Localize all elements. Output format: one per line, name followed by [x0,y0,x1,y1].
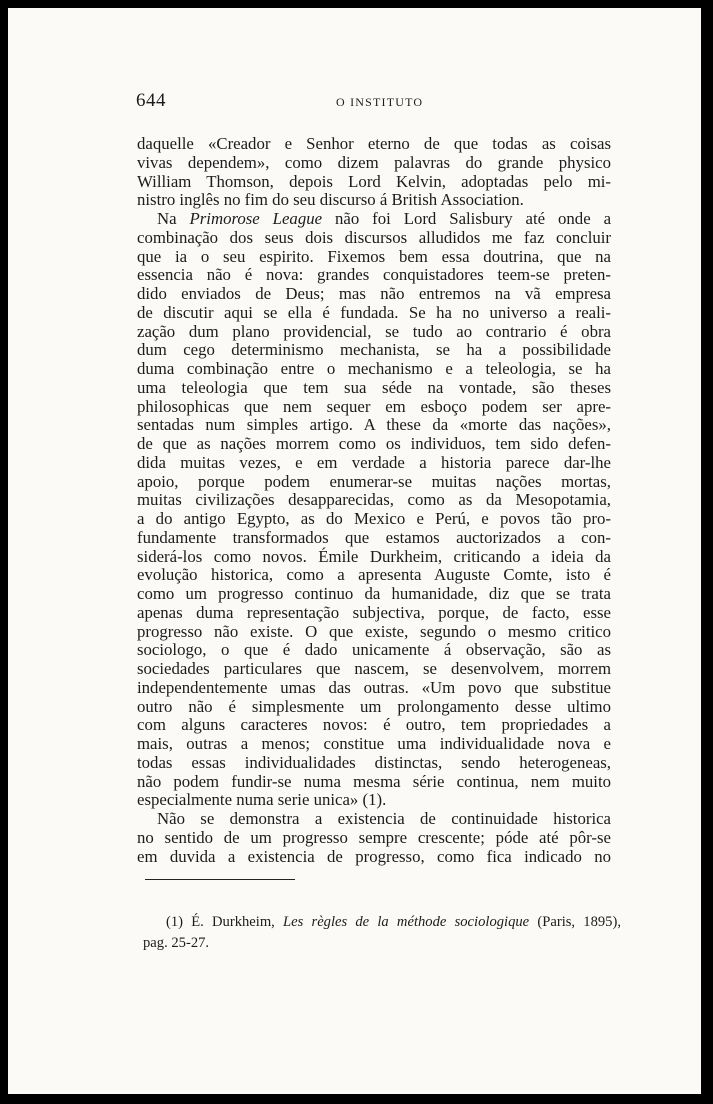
text-line: duma combinação entre o mechanismo e a teleologia, se ha [137,359,611,378]
footnote-continuation: pag. 25-27. [143,935,210,951]
text-line: independentemente umas das outras. «Um povo que substitue [137,677,611,697]
text-line: daquelle «Creador e Senhor eterno de que todas as coisas [137,134,611,153]
footnote-marker: (1) É. Durkheim, [166,914,284,930]
text-line: sociologo, o que é dado unicamente á observação, são as [137,640,611,660]
footnote [143,912,621,954]
text-line: evolução historica, como a apresenta Auguste Comte, isto é [137,565,611,585]
text-line: outro não é simplesmente um prolongamento desse ultimo [137,696,611,716]
text-line: combinação dos seus dois discursos alludidos me faz concluir [137,227,611,247]
body-text [137,135,611,866]
footnote-book-title: Les règles de la méthode sociologique [283,914,530,930]
text-line: apoio, porque podem enumerar-se muitas nações mortas, [137,471,611,491]
text-line: sentadas num simples artigo. A these da «morte das nações», [137,415,611,435]
text-line: de que as nações morrem como os individuos, tem sido defen- [137,434,611,453]
text-line: que ia o seu espirito. Fixemos bem essa doutrina, que na [137,246,611,266]
document-page [8,8,701,1094]
text-line: não podem fundir-se numa mesma série continua, nem muito [137,771,611,791]
text-line: progresso não existe. O que existe, segundo o mesmo critico [137,621,611,641]
text-line: todas essas individualidades distinctas, sendo heterogeneas, [137,752,611,772]
text-line: uma teleologia que tem sua séde na vontade, são theses [137,377,611,397]
text-line: fundamente transformados que estamos auctorizados a con- [137,527,611,547]
text-line: dido enviados de Deus; mas não entremos na vã empresa [137,284,611,303]
footnote-separator [145,879,295,880]
text-line [137,210,611,229]
text-line: siderá-los como novos. Émile Durkheim, criticando a ideia da [137,546,611,566]
text-line: de discutir aqui se ella é fundada. Se ha no universo a reali- [137,302,611,322]
text-line: Não se demonstra a existencia de continuidade historica [157,809,611,828]
text-line: William Thomson, depois Lord Kelvin, adoptadas pelo mi- [137,171,611,191]
text-segment: Na [157,209,190,228]
text-line: philosophicas que nem sequer em esboço podem ser apre- [137,396,611,416]
text-line: dida muitas vezes, e em verdade a historia parece dar-lhe [137,452,611,472]
text-line: apenas duma representação subjectiva, porque, de facto, esse [137,602,611,622]
text-line: vivas dependem», como dizem palavras do grande physico [137,152,611,172]
text-line: a do antigo Egypto, as do Mexico e Perú, e povos tão pro- [137,509,611,528]
text-line: dum cego determinismo mechanista, se ha a possibilidade [137,340,611,360]
text-line: em duvida a existencia de progresso, como fica indicado no [137,846,611,866]
italic-title: Primorose League [189,209,323,228]
text-line: nistro inglês no fim do seu discurso á British Association. [137,190,524,210]
page-header [136,90,606,114]
footnote-line [166,912,621,933]
text-line: mais, outras a menos; constitue uma individualidade nova e [137,734,611,753]
text-line: muitas civilizações desapparecidas, como as da Mesopotamia, [137,490,611,510]
text-line: com alguns caracteres novos: é outro, tem propriedades a [137,715,611,735]
text-line: essencia não é nova: grandes conquistadores teem-se preten- [137,265,611,285]
page-number: 644 [136,90,166,111]
text-line: especialmente numa serie unica» (1). [137,790,387,810]
running-title: O INSTITUTO [336,95,424,109]
text-line: sociedades particulares que nascem, se desenvolvem, morrem [137,659,611,678]
text-line: zação dum plano providencial, se tudo ao contrario é obra [137,321,611,341]
footnote-details: (Paris, 1895), [529,914,621,930]
text-segment: não foi Lord Salisbury até onde a [322,209,612,228]
text-line: no sentido de um progresso sempre crescente; póde até pôr-se [137,827,611,847]
text-line: como um progresso continuo da humanidade, diz que se trata [137,584,611,603]
